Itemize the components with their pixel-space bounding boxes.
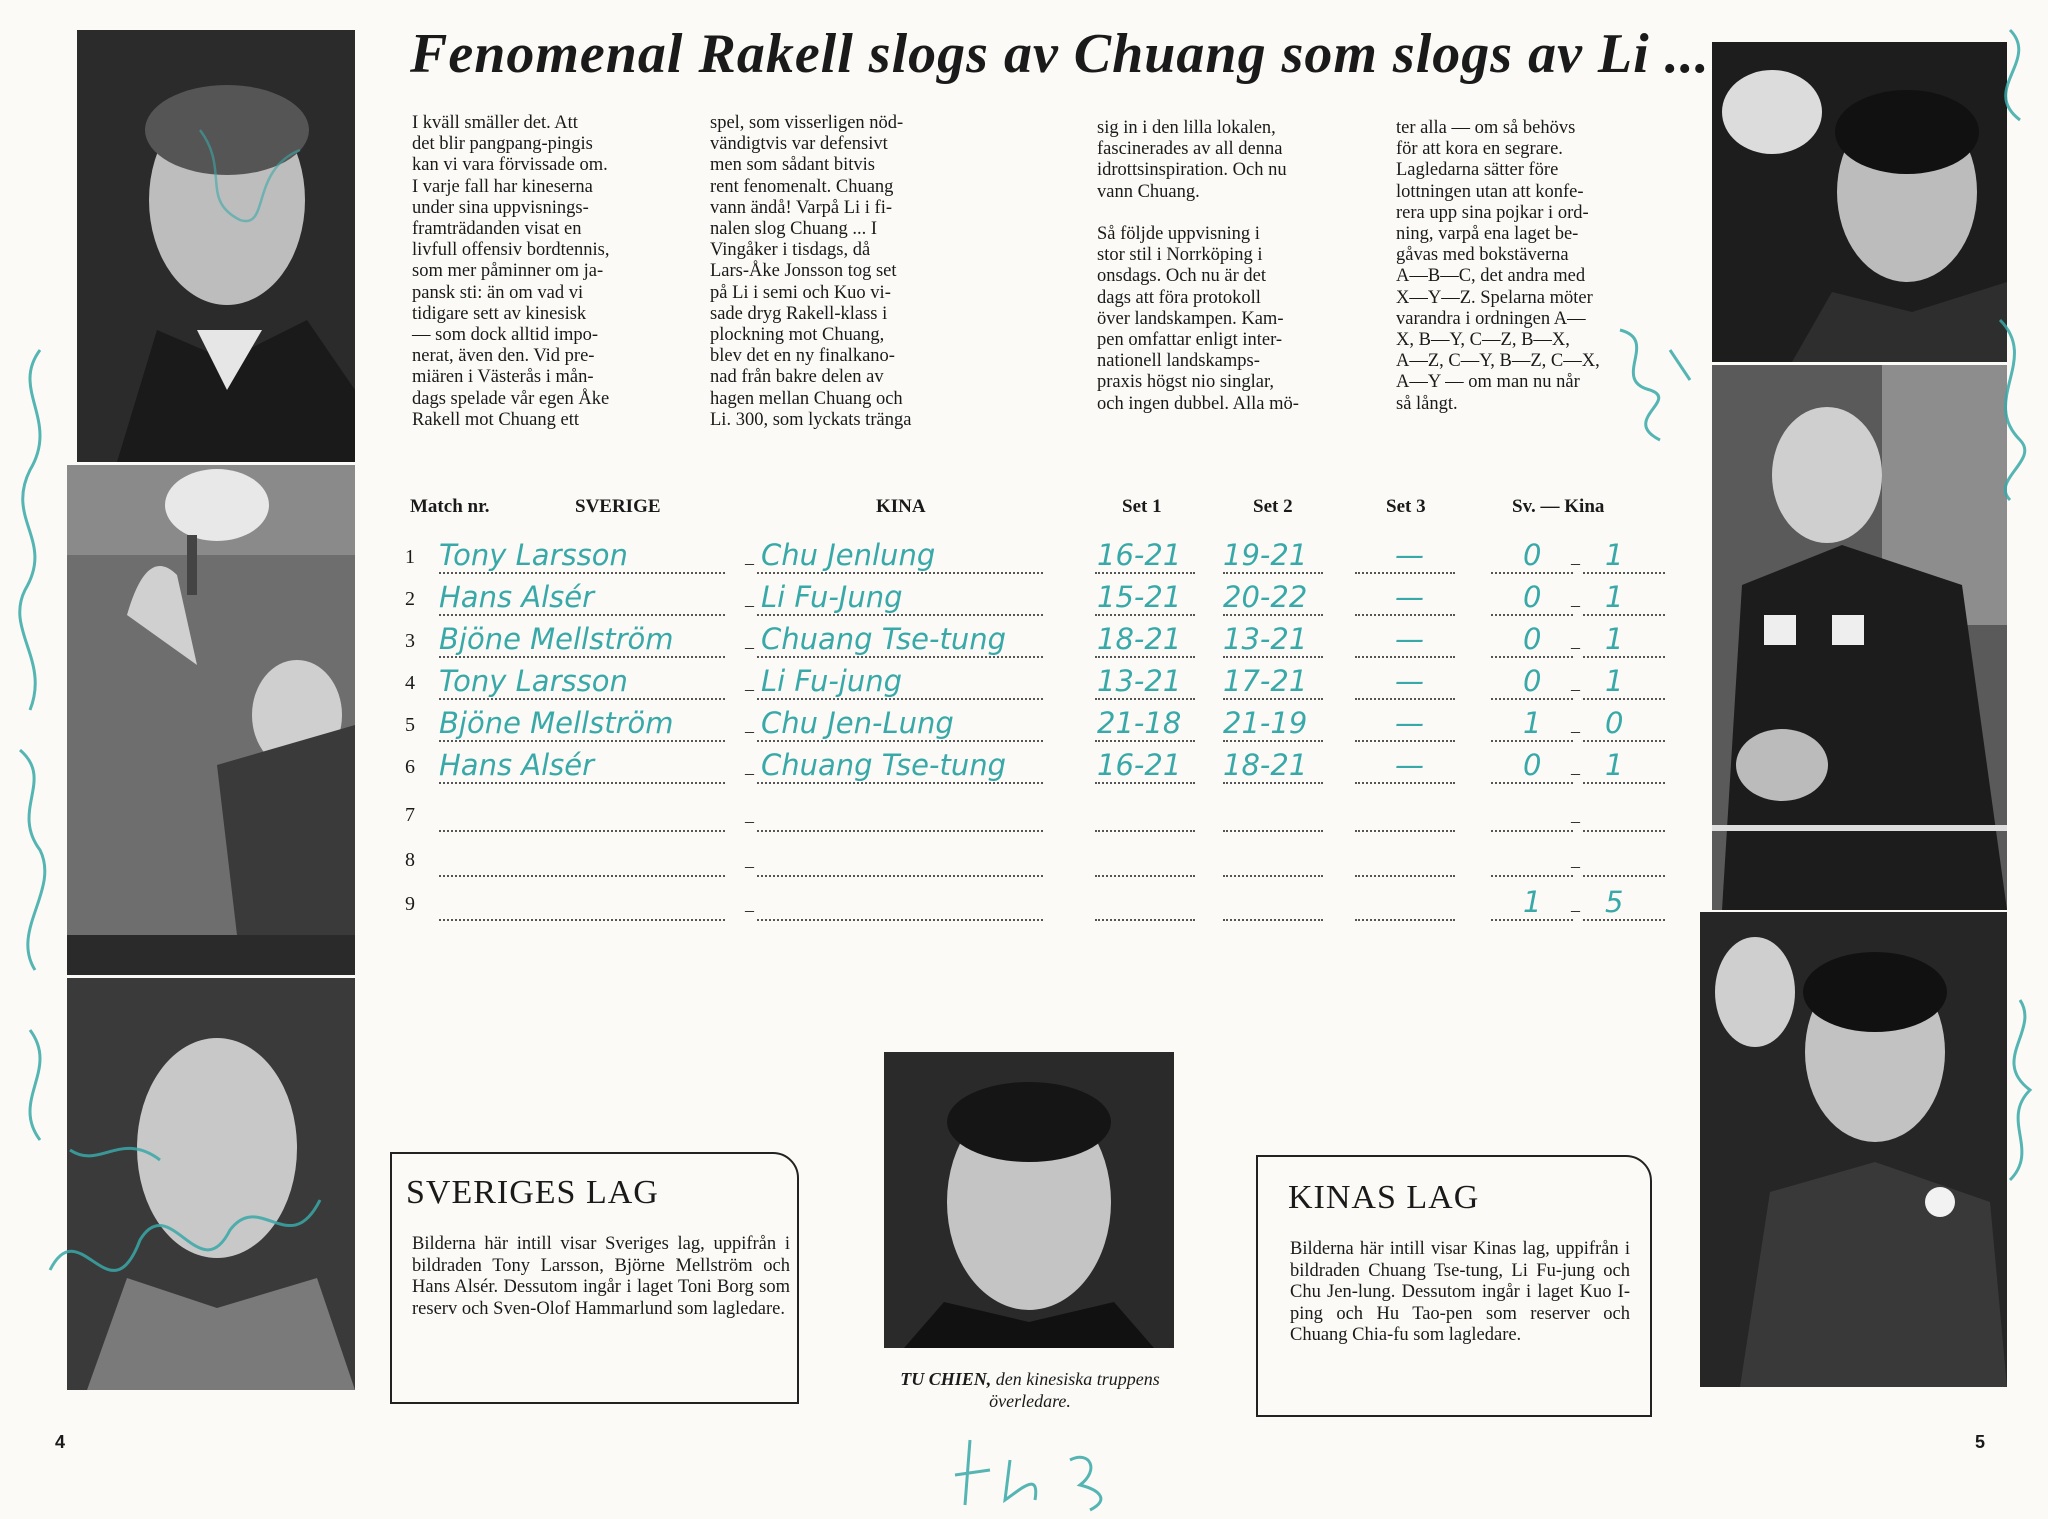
header-set-1: Set 1 <box>1122 496 1162 517</box>
table-row <box>405 622 1675 662</box>
set1-line <box>1095 614 1195 616</box>
score-sv-line <box>1491 875 1573 877</box>
china-player-line <box>757 572 1043 574</box>
match-number: 4 <box>405 672 415 694</box>
vs-dash: – <box>745 637 754 657</box>
page-number-left: 4 <box>55 1432 66 1452</box>
set3-line <box>1355 614 1455 616</box>
article-column-2: spel, som visserligen nöd- vändigtvis var defensivt men som sådant bitvis rent fenomenalt. Chuang vann ändå! Varpå Li i fi- nalen slog Chuang ... I Vingåker i tisdags, då Lars-Åke Jonsson tog set på Li i semi och Kuo vi- sade dryg Rakell-klass i plockning mot Chuang, blev det en ny finalkano- nad från bakre delen av hagen mellan Chuang och Li. 300, som lyckats tränga <box>710 113 912 430</box>
set2-line <box>1223 656 1323 658</box>
set3-line <box>1355 919 1455 921</box>
score-sv: 0 <box>1523 622 1542 656</box>
set1-line <box>1095 656 1195 658</box>
sweden-player-line <box>439 875 725 877</box>
score-sv-line <box>1491 572 1573 574</box>
header-set-2: Set 2 <box>1253 496 1293 517</box>
china-player: Chuang Tse-tung <box>761 622 1007 656</box>
set1-score: 13-21 <box>1097 664 1182 698</box>
set3-line <box>1355 875 1455 877</box>
match-number: 6 <box>405 756 415 778</box>
score-kina-line <box>1583 656 1665 658</box>
china-player: Chuang Tse-tung <box>761 748 1007 782</box>
article-column-1: I kväll smäller det. Att det blir pangpang-pingis kan vi vara förvissade om. I varje fall har kineserna under sina uppvisnings- framträdanden visat en livfull offensiv bordtennis, som mer påminner om ja- pansk sti: än om vad vi tidigare sett av kinesisk — som dock alltid impo- nerat, även den. Vid pre- miären i Västerås i mån- dags spelade vår egen Åke Rakell mot Chuang ett <box>412 113 610 430</box>
photo-tu-chien <box>884 1052 1174 1348</box>
set3-score: — <box>1395 706 1424 740</box>
autograph-hans-alser-photo <box>20 1090 380 1350</box>
header-match-nr: Match nr. <box>410 496 490 517</box>
set1-line <box>1095 740 1195 742</box>
header-kina: KINA <box>876 496 926 517</box>
china-player: Li Fu-jung <box>761 664 903 698</box>
set3-line <box>1355 656 1455 658</box>
set3-score: — <box>1395 748 1424 782</box>
set2-line <box>1223 572 1323 574</box>
set1-line <box>1095 782 1195 784</box>
china-player-line <box>757 830 1043 832</box>
score-sv-line <box>1491 656 1573 658</box>
set3-line <box>1355 782 1455 784</box>
china-player-line <box>757 698 1043 700</box>
photo-tony-larsson <box>77 30 355 462</box>
sweden-player: Tony Larsson <box>439 664 628 698</box>
caption-text: den kinesiska truppens överledare. <box>989 1369 1160 1411</box>
score-sv: 1 <box>1523 706 1542 740</box>
score-kina: 1 <box>1605 748 1624 782</box>
score-kina: 1 <box>1605 622 1624 656</box>
set2-line <box>1223 919 1323 921</box>
set2-line <box>1223 614 1323 616</box>
score-sv-line <box>1491 740 1573 742</box>
vs-dash: – <box>745 553 754 573</box>
table-row <box>405 885 1675 925</box>
set1-line <box>1095 572 1195 574</box>
china-player-line <box>757 875 1043 877</box>
sweden-player-line <box>439 698 725 700</box>
vs-dash: – <box>745 856 754 876</box>
article-column-4: ter alla — om så behövs för att kora en segrare. Lagledarna sätter före lottningen utan att konfe- rera upp sina pojkar i ord- ning, varpå ena laget be- gåvas med bokstäverna A—B—C, det andra med X—Y—Z. Spelarna möter varandra i ordningen A— X, B—Y, C—Z, B—X, A—Z, C—Y, B—Z, C—X, A—Y — om man nu når så långt. <box>1396 118 1600 414</box>
table-row <box>405 706 1675 746</box>
set2-line <box>1223 698 1323 700</box>
vs-dash: – <box>745 595 754 615</box>
score-sv-line <box>1491 830 1573 832</box>
score-dash: – <box>1571 811 1580 831</box>
china-player: Chu Jen-Lung <box>761 706 954 740</box>
set2-score: 17-21 <box>1223 664 1308 698</box>
autograph-right-margin <box>1960 20 2048 1320</box>
sweden-team-title: SVERIGES LAG <box>406 1174 659 1211</box>
score-dash: – <box>1571 595 1580 615</box>
match-number: 5 <box>405 714 415 736</box>
score-sv: 0 <box>1523 664 1542 698</box>
score-kina-line <box>1583 782 1665 784</box>
score-kina: 0 <box>1605 706 1624 740</box>
table-row <box>405 841 1675 881</box>
caption-name: TU CHIEN, <box>900 1369 992 1389</box>
vs-dash: – <box>745 811 754 831</box>
set2-line <box>1223 875 1323 877</box>
set1-score: 18-21 <box>1097 622 1182 656</box>
score-dash: – <box>1571 721 1580 741</box>
match-number: 8 <box>405 849 415 871</box>
score-kina: 1 <box>1605 580 1624 614</box>
set2-score: 13-21 <box>1223 622 1308 656</box>
score-dash: – <box>1571 763 1580 783</box>
sweden-player: Bjöne Mellström <box>439 706 674 740</box>
sweden-team-box <box>390 1152 799 1404</box>
score-kina: 1 <box>1605 538 1624 572</box>
china-player-line <box>757 919 1043 921</box>
set3-score: — <box>1395 538 1424 572</box>
autograph-kinas-lag <box>1600 320 1710 450</box>
sweden-player-line <box>439 614 725 616</box>
match-number: 7 <box>405 804 415 826</box>
score-kina: 5 <box>1605 885 1624 919</box>
sweden-team-text: Bilderna här intill visar Sveriges lag, uppifrån i bildraden Tony Larsson, Björne Mellström och Hans Alsér. Dessutom ingår i laget Toni Borg som reserv och Sven-Olof Hammarlund som lagledare. <box>412 1234 790 1319</box>
score-dash: – <box>1571 637 1580 657</box>
score-kina-line <box>1583 614 1665 616</box>
china-team-box <box>1256 1155 1652 1417</box>
set3-line <box>1355 830 1455 832</box>
set1-score: 15-21 <box>1097 580 1182 614</box>
score-sv-line <box>1491 782 1573 784</box>
score-sv-line <box>1491 698 1573 700</box>
set3-line <box>1355 572 1455 574</box>
score-dash: – <box>1571 679 1580 699</box>
score-kina-line <box>1583 830 1665 832</box>
china-team-title: KINAS LAG <box>1288 1179 1480 1216</box>
score-dash: – <box>1571 553 1580 573</box>
score-sv: 0 <box>1523 748 1542 782</box>
set1-score: 16-21 <box>1097 748 1182 782</box>
set2-score: 18-21 <box>1223 748 1308 782</box>
autograph-left-margin <box>0 330 70 1150</box>
page-title: Fenomenal Rakell slogs av Chuang som slogs av Li ... <box>410 23 1710 85</box>
autograph-bottom <box>950 1430 1150 1515</box>
sweden-player: Hans Alsér <box>439 580 595 614</box>
set3-line <box>1355 698 1455 700</box>
sweden-player: Hans Alsér <box>439 748 595 782</box>
photo-bjorne-mellstrom <box>67 465 355 975</box>
autograph-tony-larsson-photo <box>180 110 320 240</box>
sweden-player-line <box>439 572 725 574</box>
score-kina-line <box>1583 919 1665 921</box>
set1-line <box>1095 875 1195 877</box>
match-number: 3 <box>405 630 415 652</box>
set2-line <box>1223 740 1323 742</box>
china-team-text: Bilderna här intill visar Kinas lag, uppifrån i bildraden Chuang Tse-tung, Li Fu-jung och Chu Jen-lung. Dessutom ingår i laget Kuo I-ping och Hu Tao-pen som reserver och Chuang Chia-fu som lagledare. <box>1290 1239 1630 1345</box>
set3-score: — <box>1395 664 1424 698</box>
set1-line <box>1095 919 1195 921</box>
vs-dash: – <box>745 721 754 741</box>
sweden-player-line <box>439 830 725 832</box>
sweden-player: Bjöne Mellström <box>439 622 674 656</box>
score-kina-line <box>1583 698 1665 700</box>
china-player-line <box>757 614 1043 616</box>
score-sv-line <box>1491 919 1573 921</box>
set2-line <box>1223 782 1323 784</box>
score-kina-line <box>1583 740 1665 742</box>
set1-score: 16-21 <box>1097 538 1182 572</box>
set2-score: 19-21 <box>1223 538 1308 572</box>
set1-line <box>1095 698 1195 700</box>
sweden-player-line <box>439 782 725 784</box>
set2-score: 21-19 <box>1223 706 1308 740</box>
photo-caption <box>880 1368 1180 1412</box>
table-row <box>405 538 1675 578</box>
china-player-line <box>757 740 1043 742</box>
score-kina-line <box>1583 572 1665 574</box>
china-player: Li Fu-Jung <box>761 580 903 614</box>
header-set-3: Set 3 <box>1386 496 1426 517</box>
china-player: Chu Jenlung <box>761 538 936 572</box>
table-row <box>405 796 1675 836</box>
set3-line <box>1355 740 1455 742</box>
set2-line <box>1223 830 1323 832</box>
score-sv: 0 <box>1523 580 1542 614</box>
sweden-player-line <box>439 656 725 658</box>
table-row <box>405 580 1675 620</box>
score-sv: 1 <box>1523 885 1542 919</box>
set1-score: 21-18 <box>1097 706 1182 740</box>
score-kina-line <box>1583 875 1665 877</box>
vs-dash: – <box>745 900 754 920</box>
match-number: 9 <box>405 893 415 915</box>
score-dash: – <box>1571 856 1580 876</box>
vs-dash: – <box>745 763 754 783</box>
sweden-player: Tony Larsson <box>439 538 628 572</box>
header-sverige: SVERIGE <box>575 496 661 517</box>
set3-score: — <box>1395 580 1424 614</box>
match-number: 2 <box>405 588 415 610</box>
set1-line <box>1095 830 1195 832</box>
sweden-player-line <box>439 919 725 921</box>
china-player-line <box>757 782 1043 784</box>
article-column-3: sig in i den lilla lokalen, fascinerades av all denna idrottsinspiration. Och nu vann Chuang. Så följde uppvisning i stor stil i Norrköping i onsdags. Och nu är det dags att föra protokoll över landskampen. Kam- pen omfattar enligt inter- nationell landskamps- praxis högst nio singlar, och ingen dubbel. Alla mö- <box>1097 118 1299 414</box>
score-sv: 0 <box>1523 538 1542 572</box>
vs-dash: – <box>745 679 754 699</box>
set3-score: — <box>1395 622 1424 656</box>
score-dash: – <box>1571 900 1580 920</box>
table-row <box>405 664 1675 704</box>
match-number: 1 <box>405 546 415 568</box>
china-player-line <box>757 656 1043 658</box>
sweden-player-line <box>439 740 725 742</box>
set2-score: 20-22 <box>1223 580 1308 614</box>
page-number-right: 5 <box>1975 1432 1986 1452</box>
score-sv-line <box>1491 614 1573 616</box>
score-kina: 1 <box>1605 664 1624 698</box>
header-score: Sv. — Kina <box>1512 496 1605 517</box>
table-row <box>405 748 1675 788</box>
